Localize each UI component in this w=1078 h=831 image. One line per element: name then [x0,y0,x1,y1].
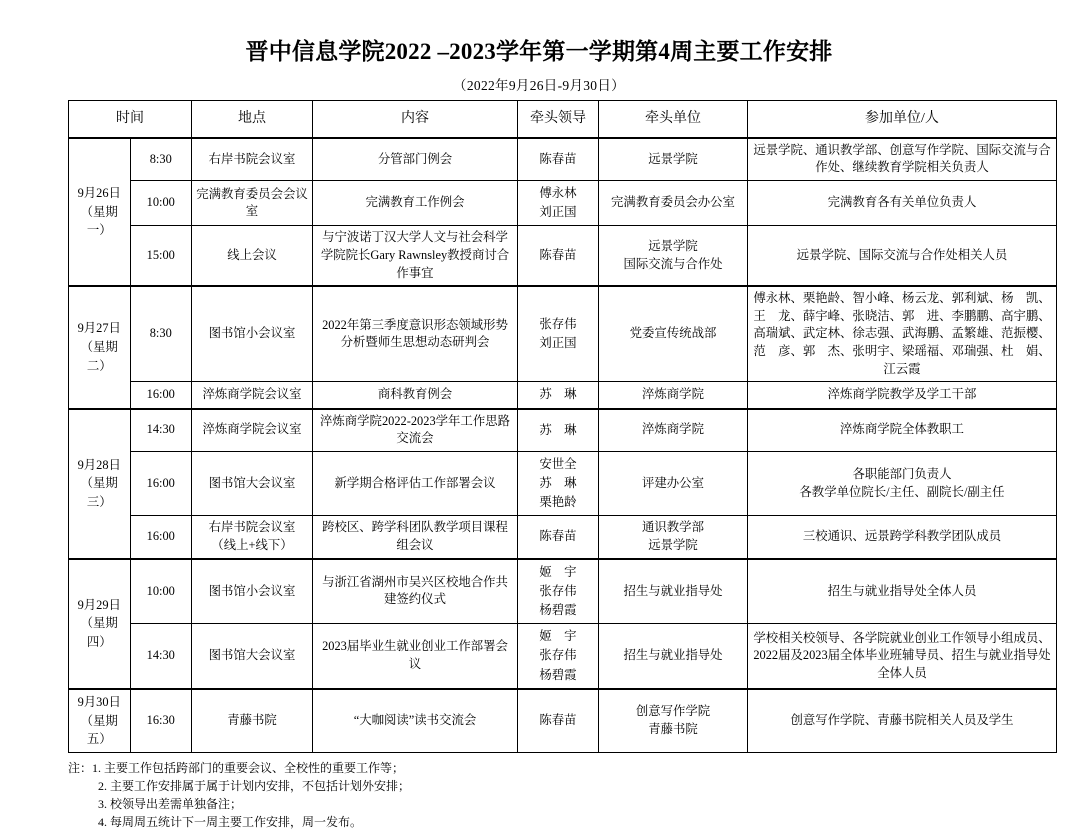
date-weekday: （星期三） [80,476,118,509]
cell-time: 16:30 [130,689,192,752]
cell-date [69,409,131,559]
column-header-participants: 参加单位/人 [748,100,1057,138]
date-weekday: （星期五） [80,713,118,747]
cell-place: 淬炼商学院会议室 [192,409,313,452]
column-header-place: 地点 [192,100,313,138]
table-header [69,100,1057,138]
column-header-leader: 牵头领导 [518,100,599,138]
cell-time: 16:00 [130,516,192,559]
schedule-table [68,100,1057,753]
cell-unit: 远景学院 国际交流与合作处 [599,226,748,286]
cell-time: 14:30 [130,409,192,452]
table-row [69,382,1057,409]
cell-participants: 学校相关校领导、各学院就业创业工作领导小组成员、2022届及2023届全体毕业班辅导员、招生与就业指导处全体人员 [748,624,1057,689]
cell-unit: 评建办公室 [599,451,748,516]
table-row [69,286,1057,382]
cell-leader: 苏 琳 [518,382,599,409]
cell-leader: 陈春苗 [518,689,599,752]
cell-leader: 姬 宇 张存伟 杨碧霞 [518,624,599,689]
cell-leader: 陈春苗 [518,226,599,286]
cell-leader: 张存伟 刘正国 [518,286,599,382]
date-weekday: （星期二） [80,340,118,373]
cell-unit: 淬炼商学院 [599,382,748,409]
column-header-time: 时间 [69,100,192,138]
footer-note-item: 3. 校领导出差需单独备注； [98,796,243,811]
cell-content: 与浙江省湖州市吴兴区校地合作共建签约仪式 [313,559,518,624]
cell-place: 图书馆小会议室 [192,286,313,382]
table-row [69,559,1057,624]
date-day: 9月29日 [77,597,121,612]
cell-place: 青藤书院 [192,689,313,752]
cell-time: 16:00 [130,451,192,516]
table-row [69,624,1057,689]
cell-place: 淬炼商学院会议室 [192,382,313,409]
cell-unit: 创意写作学院 青藤书院 [599,689,748,752]
page-title: 晋中信息学院2022 –2023学年第一学期第4周主要工作安排 [245,39,833,64]
footer-note-item: 2. 主要工作安排属于属于计划内安排，不包括计划外安排； [98,778,411,793]
cell-participants: 招生与就业指导处全体人员 [748,559,1057,624]
cell-unit: 完满教育委员会办公室 [599,180,748,225]
cell-leader: 安世全 苏 琳 栗艳龄 [518,451,599,516]
cell-place: 线上会议 [192,226,313,286]
page-subtitle: （2022年9月26日-9月30日） [453,77,625,93]
cell-time: 10:00 [130,559,192,624]
cell-leader: 傅永林 刘正国 [518,180,599,225]
cell-time: 16:00 [130,382,192,409]
date-day: 9月30日 [77,694,121,709]
cell-place: 完满教育委员会会议室 [192,180,313,225]
cell-unit: 远景学院 [599,138,748,181]
cell-time: 8:30 [130,138,192,181]
date-day: 9月26日 [77,186,121,201]
footer-note-item: 注：1. 主要工作包括跨部门的重要会议、全校性的重要工作等； [68,760,405,775]
table-row [69,180,1057,225]
cell-content: 新学期合格评估工作部署会议 [313,451,518,516]
cell-leader: 陈春苗 [518,138,599,181]
cell-place: 图书馆大会议室 [192,451,313,516]
date-day: 9月27日 [77,321,121,336]
table-row [69,516,1057,559]
cell-participants: 淬炼商学院教学及学工干部 [748,382,1057,409]
cell-participants: 淬炼商学院全体教职工 [748,409,1057,452]
cell-participants: 远景学院、通识教学部、创意写作学院、国际交流与合作处、继续教育学院相关负责人 [748,138,1057,181]
table-row [69,138,1057,181]
cell-unit: 招生与就业指导处 [599,559,748,624]
cell-content: 跨校区、跨学科团队教学项目课程组会议 [313,516,518,559]
footer-notes [0,753,1078,831]
cell-participants: 创意写作学院、青藤书院相关人员及学生 [748,689,1057,752]
cell-content: 2022年第三季度意识形态领域形势分析暨师生思想动态研判会 [313,286,518,382]
cell-date [69,689,131,752]
cell-unit: 招生与就业指导处 [599,624,748,689]
cell-participants: 傅永林、栗艳龄、智小峰、杨云龙、郭利斌、杨 凯、王 龙、薛宇峰、张晓洁、郭 进、李鹏鹏、高宇鹏、高瑞斌、武定林、徐志强、武海鹏、孟繁雄、范振樱、范 彦、郭 杰、张明宇、梁瑶福、邓瑞强、杜 娟、江云霞 [748,286,1057,382]
cell-date [69,138,131,286]
header-row [69,100,1057,138]
cell-content: 分管部门例会 [313,138,518,181]
cell-unit: 通识教学部 远景学院 [599,516,748,559]
cell-content: 淬炼商学院2022-2023学年工作思路交流会 [313,409,518,452]
cell-participants: 三校通识、远景跨学科教学团队成员 [748,516,1057,559]
cell-unit: 党委宣传统战部 [599,286,748,382]
table-body [69,138,1057,752]
cell-time: 8:30 [130,286,192,382]
cell-place: 右岸书院会议室 （线上+线下） [192,516,313,559]
cell-place: 图书馆小会议室 [192,559,313,624]
cell-time: 10:00 [130,180,192,225]
table-row [69,689,1057,752]
cell-content: “大咖阅读”读书交流会 [313,689,518,752]
cell-date [69,286,131,408]
cell-place: 图书馆大会议室 [192,624,313,689]
column-header-content: 内容 [313,100,518,138]
cell-participants: 远景学院、国际交流与合作处相关人员 [748,226,1057,286]
date-weekday: （星期四） [80,616,118,650]
cell-leader: 姬 宇 张存伟 杨碧霞 [518,559,599,624]
cell-content: 商科教育例会 [313,382,518,409]
cell-leader: 苏 琳 [518,409,599,452]
table-row [69,226,1057,286]
cell-place: 右岸书院会议室 [192,138,313,181]
column-header-unit: 牵头单位 [599,100,748,138]
cell-time: 14:30 [130,624,192,689]
cell-participants: 完满教育各有关单位负责人 [748,180,1057,225]
footer-note-item: 4. 每周周五统计下一周主要工作安排，周一发布。 [98,814,363,829]
date-weekday: （星期一） [80,204,118,238]
cell-unit: 淬炼商学院 [599,409,748,452]
cell-date [69,559,131,689]
cell-leader: 陈春苗 [518,516,599,559]
schedule-table-container [0,100,1078,753]
cell-content: 2023届毕业生就业创业工作部署会议 [313,624,518,689]
cell-content: 与宁波诺丁汉大学人文与社会科学学院院长Gary Rawnsley教授商讨合作事宜 [313,226,518,286]
cell-participants: 各职能部门负责人 各教学单位院长/主任、副院长/副主任 [748,451,1057,516]
cell-time: 15:00 [130,226,192,286]
cell-content: 完满教育工作例会 [313,180,518,225]
table-row [69,451,1057,516]
table-row [69,409,1057,452]
date-day: 9月28日 [77,457,121,472]
